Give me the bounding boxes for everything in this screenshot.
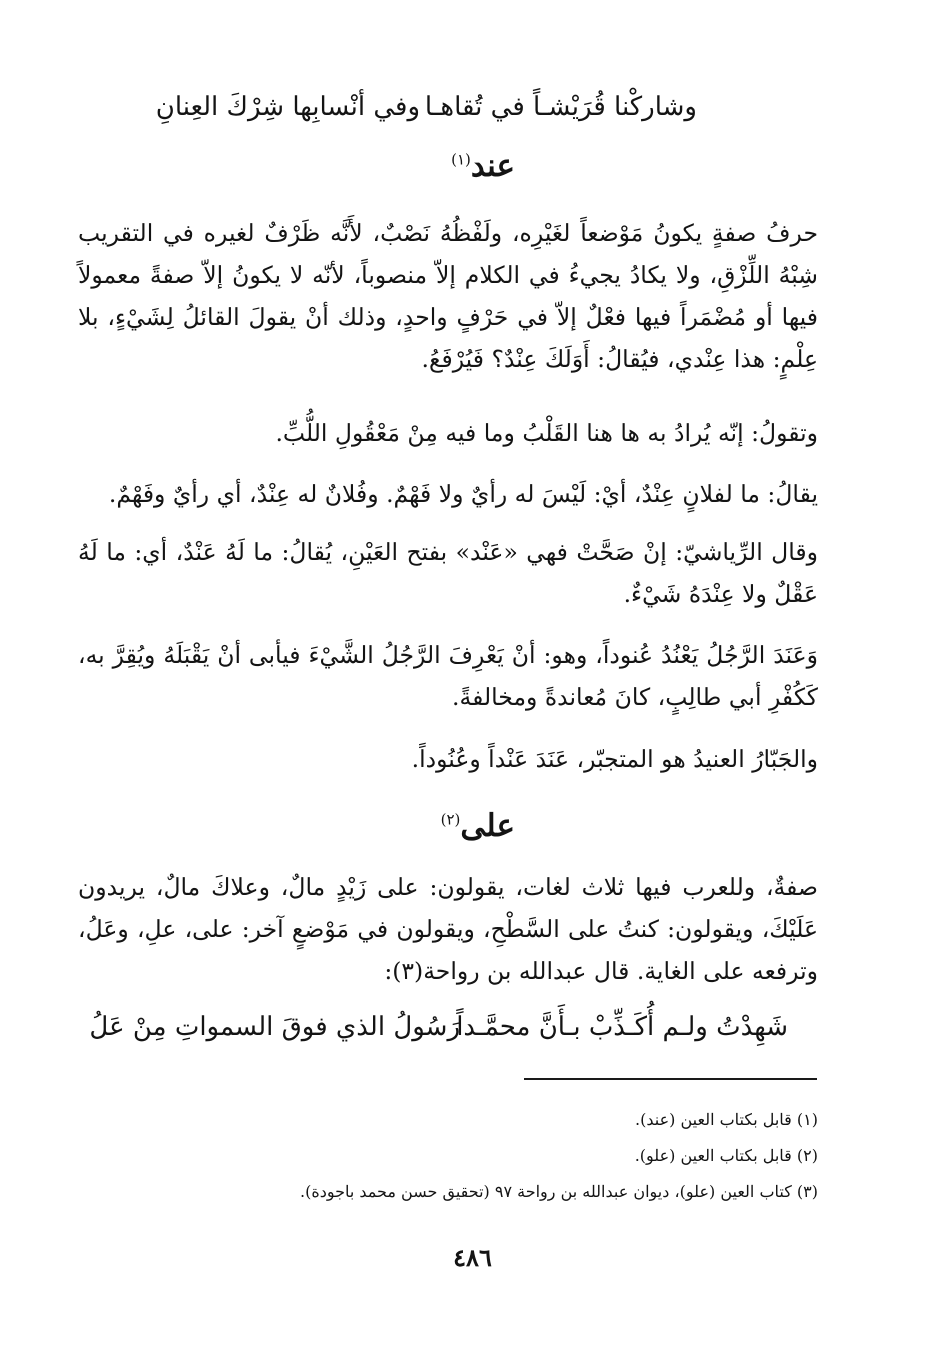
footnote-marker: (١) [451,150,471,169]
entry-heading-word: عند [470,148,515,184]
footnote-3: (٣) كتاب العين (علو)، ديوان عبدالله بن رواحة ٩٧ (تحقيق حسن محمد باجودة). [300,1182,818,1201]
paragraph: والجَبّارُ العنيدُ هو المتجبّر، عَنَدَ عَنْداً وعُنُوداً. [411,745,818,773]
paragraph: وقال الرِّياشيّ: إنْ صَحَّتْ فهي «عَنْد» بفتح العَيْنِ، يُقالُ: ما لَهُ عَنْدٌ، أي: ما لَهُ عَقْلٌ ولا عِنْدَهُ شَيْءٌ. [78,538,818,608]
verse-top-first-hemistich: وشاركْنا قُرَيْشـاً في تُقاهـا [424,92,697,122]
footnote-marker: (٢) [440,810,461,829]
paragraph: وَعَنَدَ الرَّجُلُ يَعْنُدُ عُنوداً، وهو: أنْ يَعْرِفَ الرَّجُلُ الشَّيْءَ فيأبى أنْ يَقْبَلَهُ ويُقِرَّ به، كَكُفْرِ أبي طالِبٍ، كانَ مُعاندةً ومخالفةً. [78,641,818,711]
verse-bottom-first-hemistich: شَهِدْتُ ولـم أُكَـذِّبْ بـأَنَّ محمَّـداً [456,1012,788,1042]
footnote-divider [524,1078,817,1080]
page-number: ٤٨٦ [453,1243,492,1272]
footnote-1: (١) قابل بكتاب العين (عند). [635,1110,818,1129]
paragraph: وتقولُ: إنّه يُرادُ به ها هنا القَلْبُ وما فيه مِنْ مَعْقُولِ اللُّبِّ. [275,419,818,447]
entry-heading-ala [441,808,515,844]
footnote-2: (٢) قابل بكتاب العين (علو). [634,1146,818,1165]
paragraph: حرفُ صفةٍ يكونُ مَوْضعاً لغَيْرِه، ولَفْظُهُ نَصْبٌ، لأَنَّه ظَرْفٌ لغيره في التقريب شِبْهُ اللِّزْقِ، ولا يكادُ يجيءُ في الكلام إلاّ منصوباً، لأنّه لا يكونُ إلاّ صفةً معمولاً فيها أو مُضْمَراً فيها فعْلٌ إلاّ في حَرْفٍ واحدٍ، وذلك أنْ يقولَ القائلُ لِشَيْءٍ، بلا عِلْمٍ: هذا عِنْدي، فيُقالُ: أَوَلَكَ عِنْدٌ؟ فَيُرْفَعُ. [78,219,818,373]
entry-heading-ind [451,148,515,184]
verse-bottom-second-hemistich: رَسُولُ الذي فوقَ السمواتِ مِنْ عَلُ [89,1012,460,1042]
entry-heading-word: على [460,808,515,844]
verse-top-second-hemistich: وفي أنْسابِها شِرْكَ العِنانِ [155,92,420,122]
paragraph: صفةٌ، وللعرب فيها ثلاث لغات، يقولون: على زَيْدٍ مالٌ، وعلاكَ مالٌ، يريدون عَلَيْكَ، ويقولون: كنتُ على السَّطْحِ، ويقولون في مَوْضعٍ آخر: على، علِ، وعَلُ، وترفعه على الغاية. قال عبدالله بن رواحة(٣): [78,873,818,985]
paragraph: يقالُ: ما لفلانٍ عِنْدٌ، أيْ: لَيْسَ له رأيٌ ولا فَهْمٌ. وفُلانٌ له عِنْدٌ، أي رأيٌ وفَهْمٌ. [108,480,818,508]
